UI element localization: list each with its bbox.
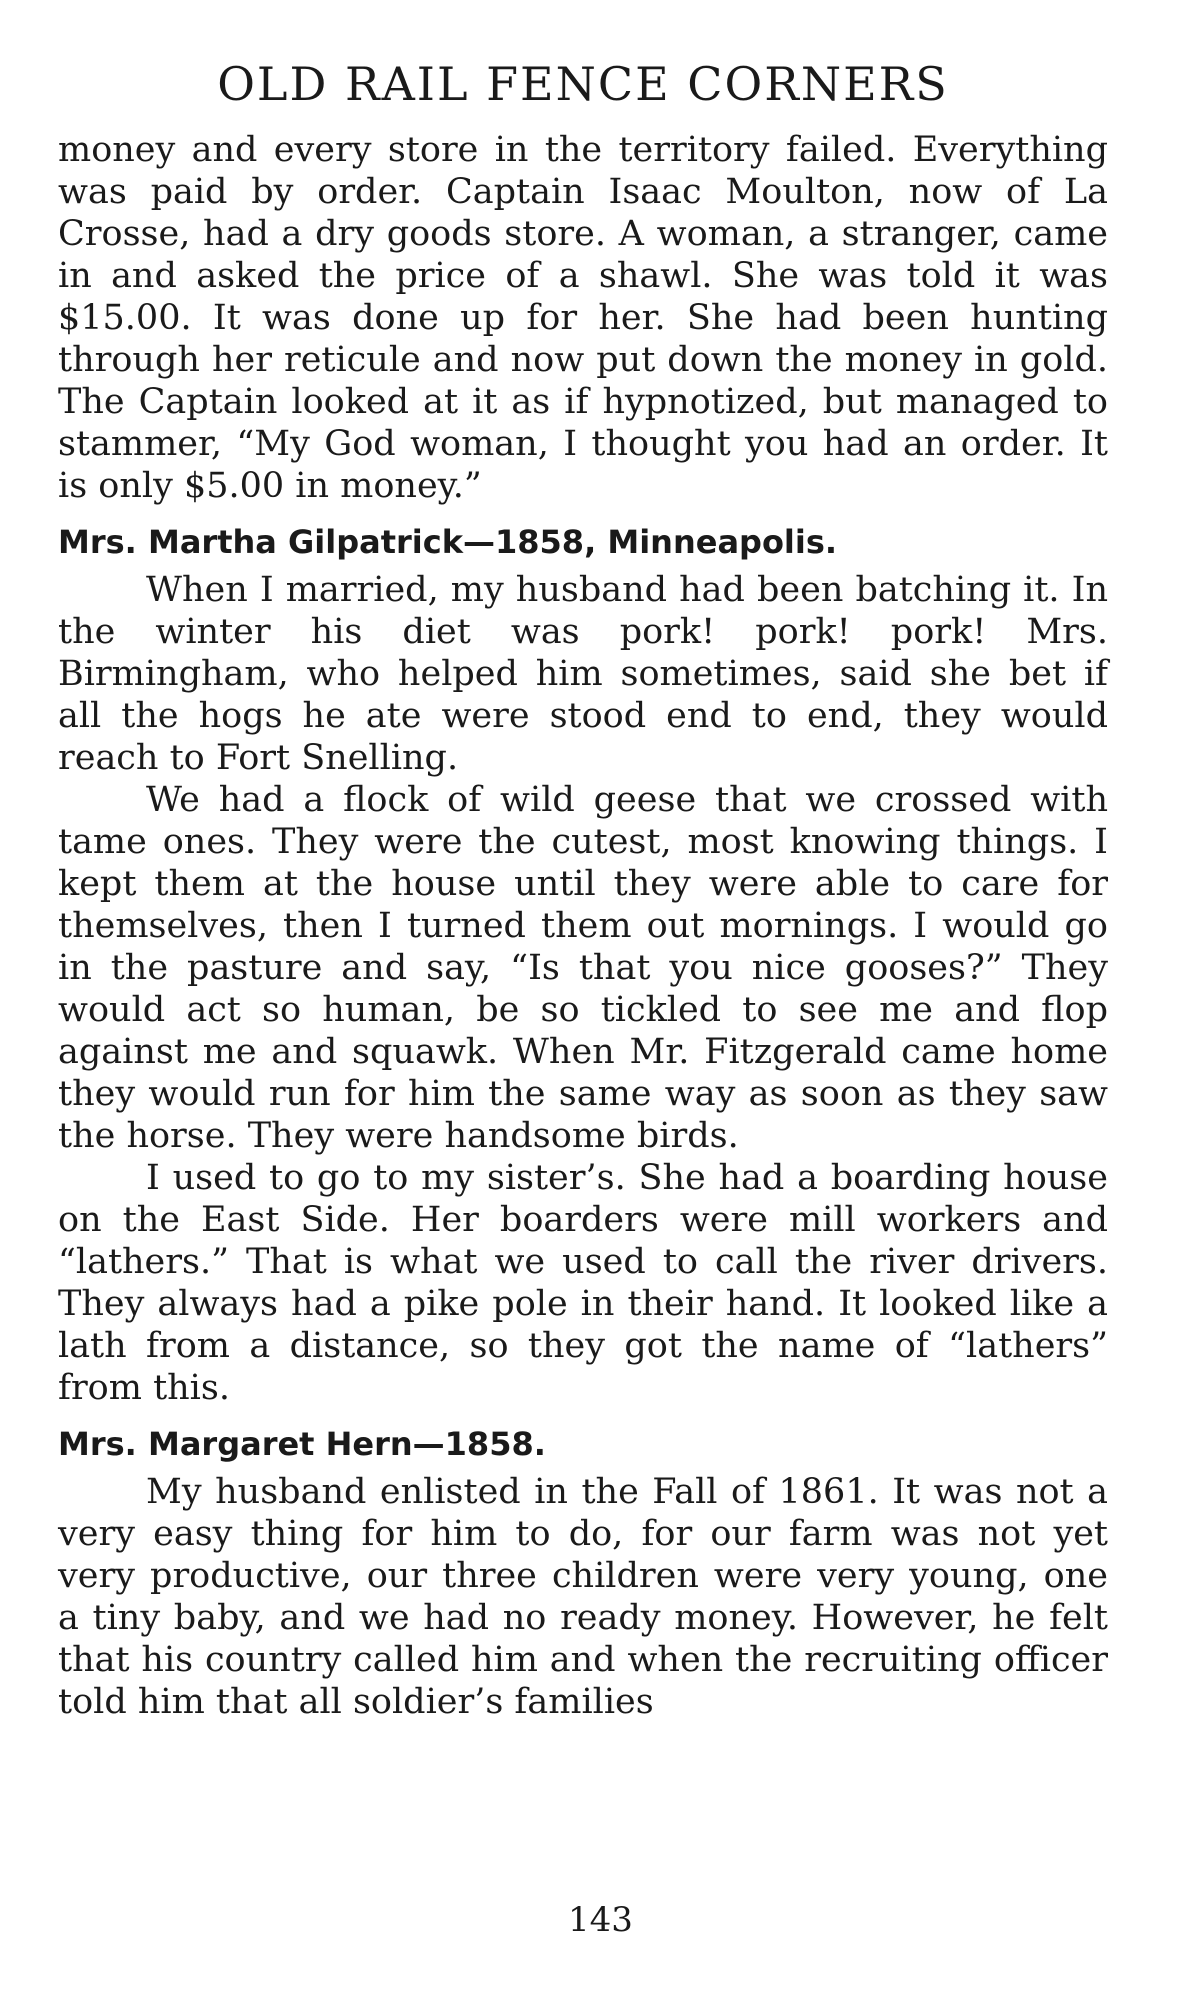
running-head: OLD RAIL FENCE CORNERS [217,57,949,111]
page-number: 143 [568,1900,633,1940]
section-heading-hern: Mrs. Margaret Hern—1858. [58,1425,546,1463]
paragraph-continued: money and every store in the territory failed. Everything was paid by order. Captain Isaac Moulton, now of La Crosse, had a dry goods store. A woman, a stranger, came in and asked the price of a shawl. She was told it was $15.00. It was done up for her. She had been hunting through her reticule and now put down the money in gold. The Captain looked at it as if hypnotized, but managed to stammer, “My God woman, I thought you had an order. It is only $5.00 in money.” [58,130,1108,506]
paragraph-lathers: I used to go to my sister’s. She had a boarding house on the East Side. Her boarders were mill workers and “lathers.” That is what we used to call the river drivers. They always had a pike pole in their hand. It looked like a lath from a distance, so they got the name of “lathers” from this. [58,1158,1108,1408]
paragraph-batching: When I married, my husband had been batching it. In the winter his diet was pork! pork! pork! Mrs. Birmingham, who helped him sometimes, said she bet if all the hogs he ate were stood end to end, they would reach to Fort Snelling. [58,570,1108,778]
section-heading-gilpatrick: Mrs. Martha Gilpatrick—1858, Minneapolis. [58,523,838,561]
paragraph-enlisted: My husband enlisted in the Fall of 1861. It was not a very easy thing for him to do, for our farm was not yet very productive, our three children were very young, one a tiny baby, and we had no ready money. However, he felt that his country called him and when the recruiting officer told him that all soldier’s families [58,1472,1108,1722]
page-body [58,55,1108,1723]
paragraph-wild-geese: We had a flock of wild geese that we crossed with tame ones. They were the cutest, most knowing things. I kept them at the house until they were able to care for themselves, then I turned them out mornings. I would go in the pasture and say, “Is that you nice gooses?” They would act so human, be so tickled to see me and flop against me and squawk. When Mr. Fitzgerald came home they would run for him the same way as soon as they saw the horse. They were handsome birds. [58,780,1108,1156]
